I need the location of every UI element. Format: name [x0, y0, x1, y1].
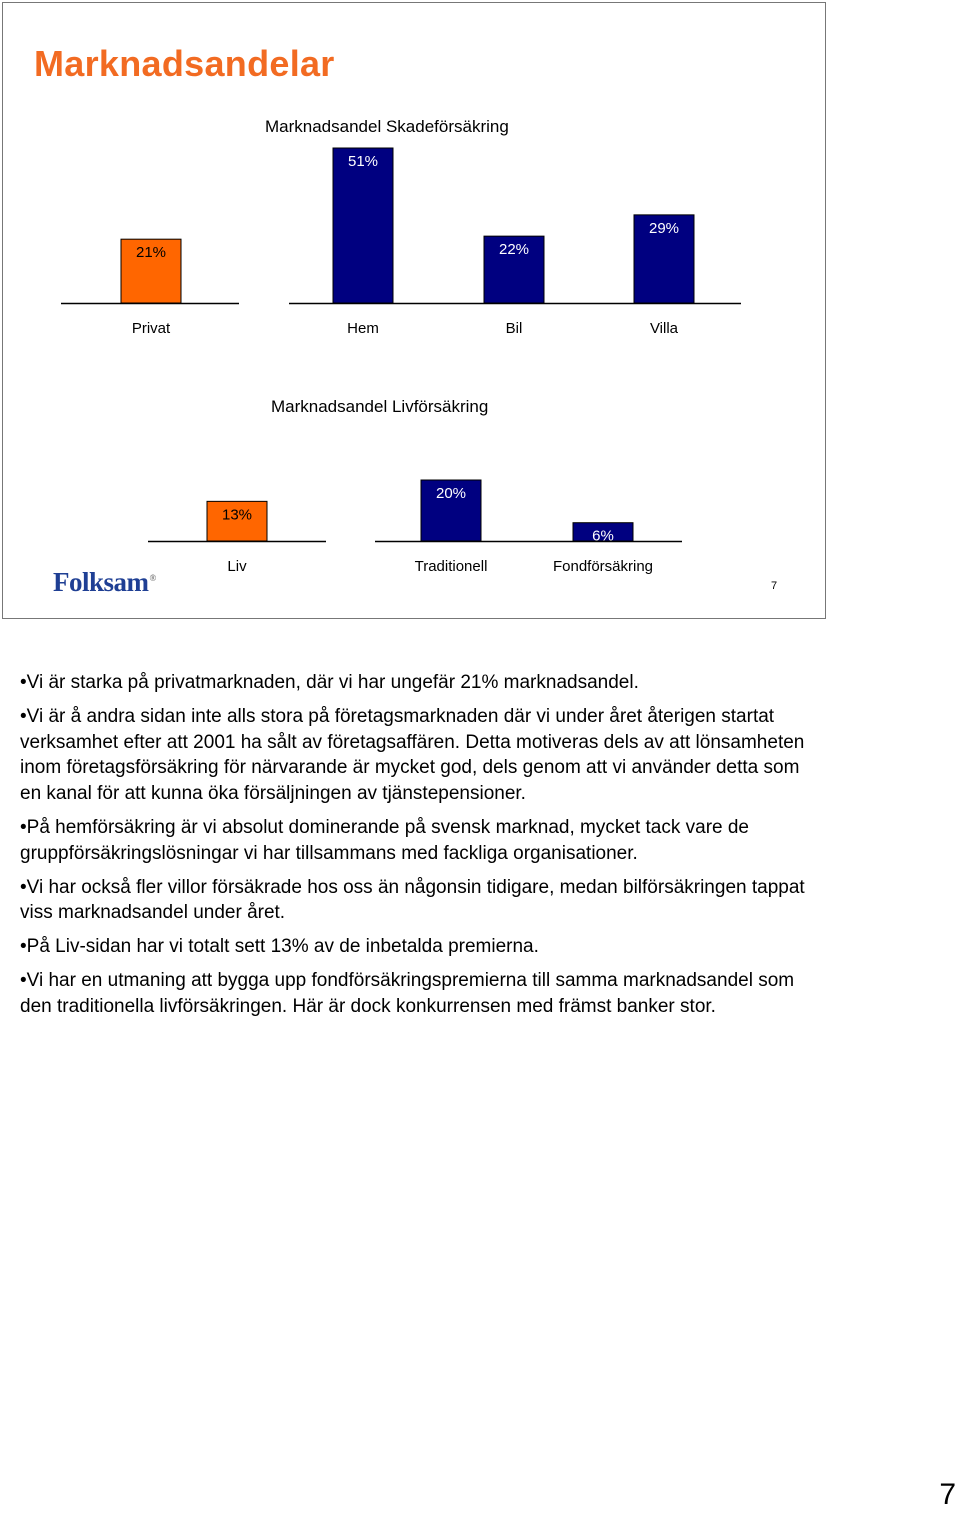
liv-category-label: Liv: [227, 558, 247, 575]
skade-category-label: Villa: [649, 320, 679, 337]
skade-category-label: Privat: [131, 320, 171, 337]
liv-category-label: Traditionell: [414, 558, 488, 575]
liv-data-label: 6%: [592, 527, 614, 545]
slide: [2, 2, 826, 619]
note-paragraph: •På hemförsäkring är vi absolut dominerande på svensk marknad, mycket tack vare de gruppförsäkringslösningar vi har tillsammans med fackliga organisationer.: [20, 816, 749, 864]
note-paragraph: •Vi är starka på privatmarknaden, där vi har ungefär 21% marknadsandel.: [20, 672, 639, 693]
note-paragraph: •Vi är å andra sidan inte alls stora på företagsmarknaden där vi under året återigen startat verksamhet efter att 2001 ha sålt av företagsaffären. Detta motiveras dels av att lönsamheten inom företagsförsäkring för närvarande är mycket god, dels genom att vi använder detta som en kanal för att kunna öka försäljningen av tjänstepensioner.: [20, 705, 805, 805]
skade-category-label: Bil: [505, 320, 523, 337]
skade-data-label: 22%: [498, 241, 530, 259]
chart-livforsakring: [3, 3, 827, 620]
skade-data-label: 29%: [648, 219, 680, 237]
liv-category-label: Fondförsäkring: [552, 558, 654, 575]
chart-title-liv: Marknadsandel Livförsäkring: [271, 397, 489, 416]
skade-category-label: Hem: [347, 320, 379, 337]
chart-title-skade: Marknadsandel Skadeförsäkring: [265, 117, 509, 136]
folksam-logo: Folksam®: [53, 567, 156, 597]
note-paragraph: •Vi har också fler villor försäkrade hos oss än någonsin tidigare, medan bilförsäkringen tappat viss marknadsandel under året.: [20, 876, 805, 924]
note-paragraph: •Vi har en utmaning att bygga upp fondförsäkringspremierna till samma marknadsandel som den traditionella livförsäkringen. Här är dock konkurrensen med främst banker stor.: [20, 969, 795, 1017]
liv-data-label: 20%: [435, 485, 467, 502]
liv-data-label: 13%: [221, 506, 253, 524]
slide-title: Marknadsandelar: [34, 43, 335, 84]
note-paragraph: •På Liv-sidan har vi totalt sett 13% av de inbetalda premierna.: [20, 936, 539, 958]
skade-data-label: 21%: [135, 244, 167, 262]
page-number: 7: [939, 1478, 956, 1511]
speaker-notes: [20, 670, 820, 1028]
slide-number: 7: [771, 580, 778, 592]
skade-data-label: 51%: [347, 153, 379, 170]
